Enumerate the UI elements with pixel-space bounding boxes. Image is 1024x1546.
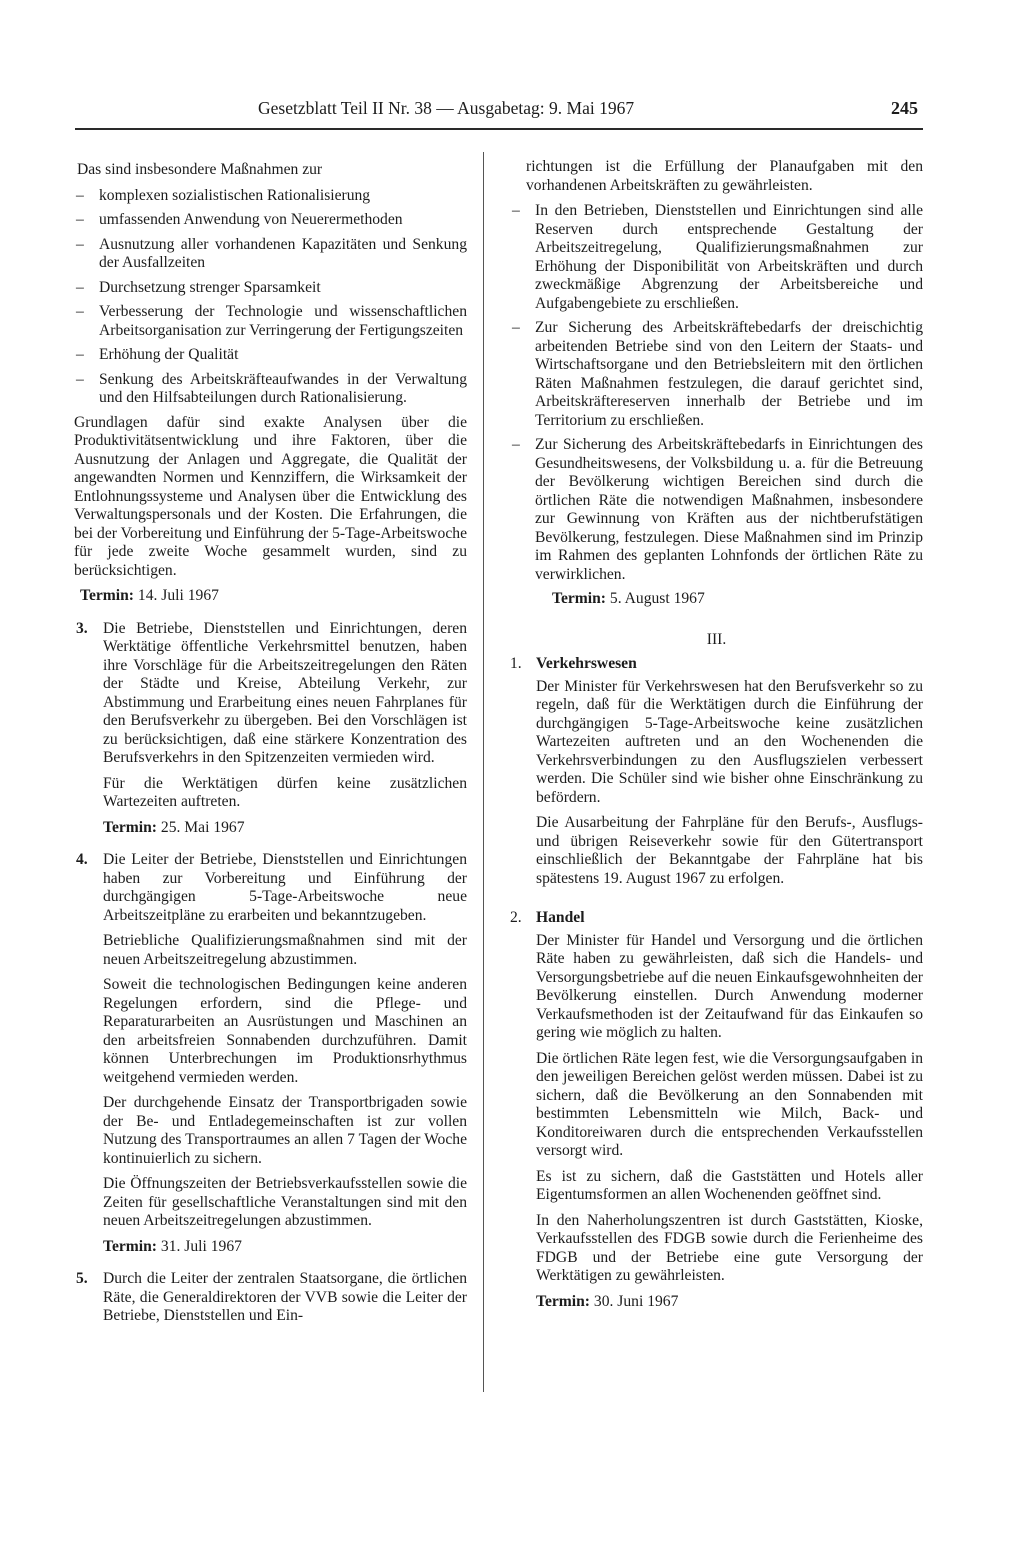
item-number: 3. bbox=[76, 619, 88, 637]
item-text: Für die Werktätigen dürfen keine zusätzlichen Wartezeiten auftreten. bbox=[103, 774, 467, 810]
section-number: III. bbox=[706, 630, 727, 648]
left-column bbox=[74, 161, 467, 1335]
paragraph: Die örtlichen Räte legen fest, wie die Versorgungsaufgaben in den jeweiligen Bereichen gelöst werden müssen. Dabei ist zu sichern, daß die Bevölkerung an den Sonnabenden mit bestimmten Lebensmitteln wie Milch, Back- und Konditoreiwaren durch die entsprechenden Verkaufsstellen versorgt wird. bbox=[536, 1049, 923, 1159]
deadline-date: 5. August 1967 bbox=[609, 590, 705, 607]
paragraph: In den Naherholungszentren ist durch Gaststätten, Kioske, Verkaufsstellen des FDGB sowie durch die Ferienheime des FDGB und der Betriebe eine gute Versorgung der Werktätigen zu gewährleisten. bbox=[536, 1211, 923, 1284]
right-column bbox=[510, 158, 923, 1325]
grundlagen-paragraph: Grundlagen dafür sind exakte Analysen über die Produktivitätsentwicklung und ihre Faktoren, über die Ausnutzung der Anlagen und Aggregate, die Qualität der angewandten Normen und Kennziffern, die Wirksamkeit der Entlohnungssysteme und Analysen über die Entwicklung des Verwaltungspersonals und der Kosten. Die Erfahrungen, die bei der Vorbereitung und Einführung der 5-Tage-Arbeitswoche für jede zweite Woche gesammelt wurden, sind zu berücksichtigen. bbox=[74, 413, 467, 579]
deadline bbox=[103, 1238, 467, 1257]
list-item: – Durchsetzung strenger Sparsamkeit bbox=[74, 279, 467, 298]
paragraph: Der Minister für Verkehrswesen hat den Berufsverkehr so zu regeln, daß für die Werktätigen durch die Einführung der durchgängigen 5-Tage-Arbeitswoche keine zusätzlichen Wartezeiten auftreten und an den Wochenenden die Verkehrsverbindungen zu den Ausflugszielen verbessert werden. Die Schüler sind wie bisher ohne Einschränkung zu befördern. bbox=[536, 677, 923, 806]
deadline-label: Termin: bbox=[103, 1237, 157, 1255]
list-item: – Erhöhung der Qualität bbox=[74, 346, 467, 365]
list-item: – umfassenden Anwendung von Neuerermethoden bbox=[74, 211, 467, 230]
deadline bbox=[74, 587, 467, 606]
section-body bbox=[510, 678, 923, 889]
page-number: 245 bbox=[891, 98, 918, 118]
list-item: – komplexen sozialistischen Rationalisierung bbox=[74, 187, 467, 206]
list-item: – Ausnutzung aller vorhandenen Kapazitäten und Senkung der Ausfallzeiten bbox=[74, 236, 467, 273]
deadline-date: 14. Juli 1967 bbox=[137, 587, 219, 604]
item-text: Die Öffnungszeiten der Betriebsverkaufsstellen sowie die Zeiten für gesellschaftliche Veranstaltungen sind mit den neuen Arbeitszeitregelungen abzustimmen. bbox=[103, 1175, 467, 1229]
deadline-date: 30. Juni 1967 bbox=[593, 1292, 679, 1310]
deadline bbox=[510, 590, 923, 609]
deadline-label: Termin: bbox=[536, 1292, 590, 1310]
deadline-date: 31. Juli 1967 bbox=[160, 1237, 242, 1255]
item-text: Durch die Leiter der zentralen Staatsorgane, die örtlichen Räte, die Generaldirektoren der VVB sowie die Leiter der Betriebe, Dienststellen und Ein- bbox=[103, 1270, 467, 1324]
section-heading bbox=[510, 655, 923, 674]
continued-text: richtungen ist die Erfüllung der Planaufgaben mit den vorhandenen Arbeitskräften zu gewährleisten. bbox=[526, 158, 923, 194]
item-text: Der durchgehende Einsatz der Transportbrigaden sowie der Be- und Entladegemeinschaften ist zur vollen Nutzung des Transportraumes an allen 7 Tagen der Woche kontinuierlich zu sichern. bbox=[103, 1094, 467, 1167]
section-heading bbox=[510, 909, 923, 928]
heading-title: Handel bbox=[536, 909, 585, 926]
deadline bbox=[536, 1293, 923, 1312]
section-body bbox=[510, 932, 923, 1312]
intro-text: Das sind insbesondere Maßnahmen zur bbox=[77, 161, 323, 178]
header-title: Gesetzblatt Teil II Nr. 38 — Ausgabetag: 9. Mai 1967 bbox=[258, 98, 635, 118]
header-rule bbox=[75, 128, 923, 130]
deadline bbox=[103, 819, 467, 838]
item-text: Die Betriebe, Dienststellen und Einrichtungen, deren Werktätige öffentliche Verkehrsmittel benutzen, haben ihre Vorschläge für die Arbeitszeitregelungen den Räten der Städte und Kreise, Abteilung Verkehr, zur Abstimmung und Erarbeitung eines neuen Fahrplanes für den Berufsverkehr zu übergeben. Bei den Vorschlägen ist zu berücksichtigen, daß eine stärkere Konzentration des Berufsverkehrs in den Spitzenzeiten vermieden wird. bbox=[103, 619, 467, 766]
heading-number: 1. bbox=[510, 655, 522, 672]
list-item: – Zur Sicherung des Arbeitskräftebedarfs der dreischichtig arbeitenden Betriebe sind von den Leitern der Staats- und Wirtschaftsorgane und den Betriebsleitern mit den örtlichen Räten Maßnahmen festzulegen, die darauf gerichtet sind, Arbeitskräftereserven innerhalb der Betriebe und im Territorium zu erschließen. bbox=[510, 319, 923, 430]
heading-number: 2. bbox=[510, 909, 522, 926]
deadline-label: Termin: bbox=[80, 587, 134, 604]
paragraph: Es ist zu sichern, daß die Gaststätten und Hotels aller Eigentumsformen an allen Wochenenden geöffnet sind. bbox=[536, 1167, 923, 1203]
item-4 bbox=[74, 851, 467, 1256]
list-item: – Zur Sicherung des Arbeitskräftebedarfs in Einrichtungen des Gesundheitswesens, der Volksbildung u. a. für die Betreuung der Bevölkerung wichtigen Bereichen sind durch die örtlichen Räte die notwendigen Maßnahmen, insbesondere zur Gewinnung von Kräften aus der nichtberufstätigen Bevölkerung, festzulegen. Diese Maßnahmen sind im Prinzip im Rahmen des geplanten Lohnfonds der örtlichen Räte zu verwirklichen. bbox=[510, 436, 923, 584]
item-5 bbox=[74, 1270, 467, 1326]
page-header bbox=[258, 93, 918, 123]
item-number: 5. bbox=[76, 1270, 88, 1287]
paragraph: Der Minister für Handel und Versorgung und die örtlichen Räte haben zu gewährleisten, daß sich die Handels- und Versorgungsbetriebe auf die neuen Einkaufsgewohnheiten der Bevölkerung einstellen. Durch Anwendung moderner Verkaufsmethoden ist der Zeitaufwand für das Einkaufen so gering wie möglich zu halten. bbox=[536, 931, 923, 1041]
item-number: 4. bbox=[76, 851, 88, 868]
list-item: – In den Betrieben, Dienststellen und Einrichtungen sind alle Reserven durch entsprechende Gestaltung der Arbeitszeitregelung, Qualifizierungsmaßnahmen zur Erhöhung der Disponibilität von Arbeitskräften und durch zweckmäßige Abgrenzung der Arbeitsbereiche und Aufgabengebiete zu erschließen. bbox=[510, 202, 923, 313]
deadline-label: Termin: bbox=[103, 818, 157, 836]
deadline-label: Termin: bbox=[552, 590, 606, 607]
list-item: – Verbesserung der Technologie und wissenschaftlichen Arbeitsorganisation zur Verringerung der Fertigungszeiten bbox=[74, 303, 467, 340]
paragraph: Die Ausarbeitung der Fahrpläne für den Berufs-, Ausflugs- und übrigen Reiseverkehr sowie für den Gütertransport einschließlich der Bekanntgabe der Fahrpläne hat bis spätestens 19. August 1967 zu erfolgen. bbox=[536, 814, 923, 887]
item-text: Soweit die technologischen Bedingungen keine anderen Regelungen erfordern, sind die Pflege- und Reparaturarbeiten an Ausrüstungen und Maschinen an den arbeitsfreien Sonnabenden durchzuführen. Damit können Unterbrechungen im Produktionsrhythmus weitgehend vermieden werden. bbox=[103, 976, 467, 1086]
measures-list bbox=[74, 187, 467, 408]
deadline-date: 25. Mai 1967 bbox=[160, 818, 245, 836]
item-text: Die Leiter der Betriebe, Dienststellen und Einrichtungen haben zur Vorbereitung und Einführung der durchgängigen 5-Tage-Arbeitswoche neue Arbeitszeitpläne zu erarbeiten und bekanntzugeben. bbox=[103, 851, 467, 924]
item-text: Betriebliche Qualifizierungsmaßnahmen sind mit der neuen Arbeitszeitregelung abzustimmen. bbox=[103, 932, 467, 968]
column-divider bbox=[483, 152, 484, 1392]
list-item: – Senkung des Arbeitskräfteaufwandes in der Verwaltung und den Hilfsabteilungen durch Rationalisierung. bbox=[74, 371, 467, 408]
measures-list bbox=[510, 202, 923, 584]
item-3 bbox=[74, 620, 467, 838]
heading-title: Verkehrswesen bbox=[536, 655, 637, 672]
